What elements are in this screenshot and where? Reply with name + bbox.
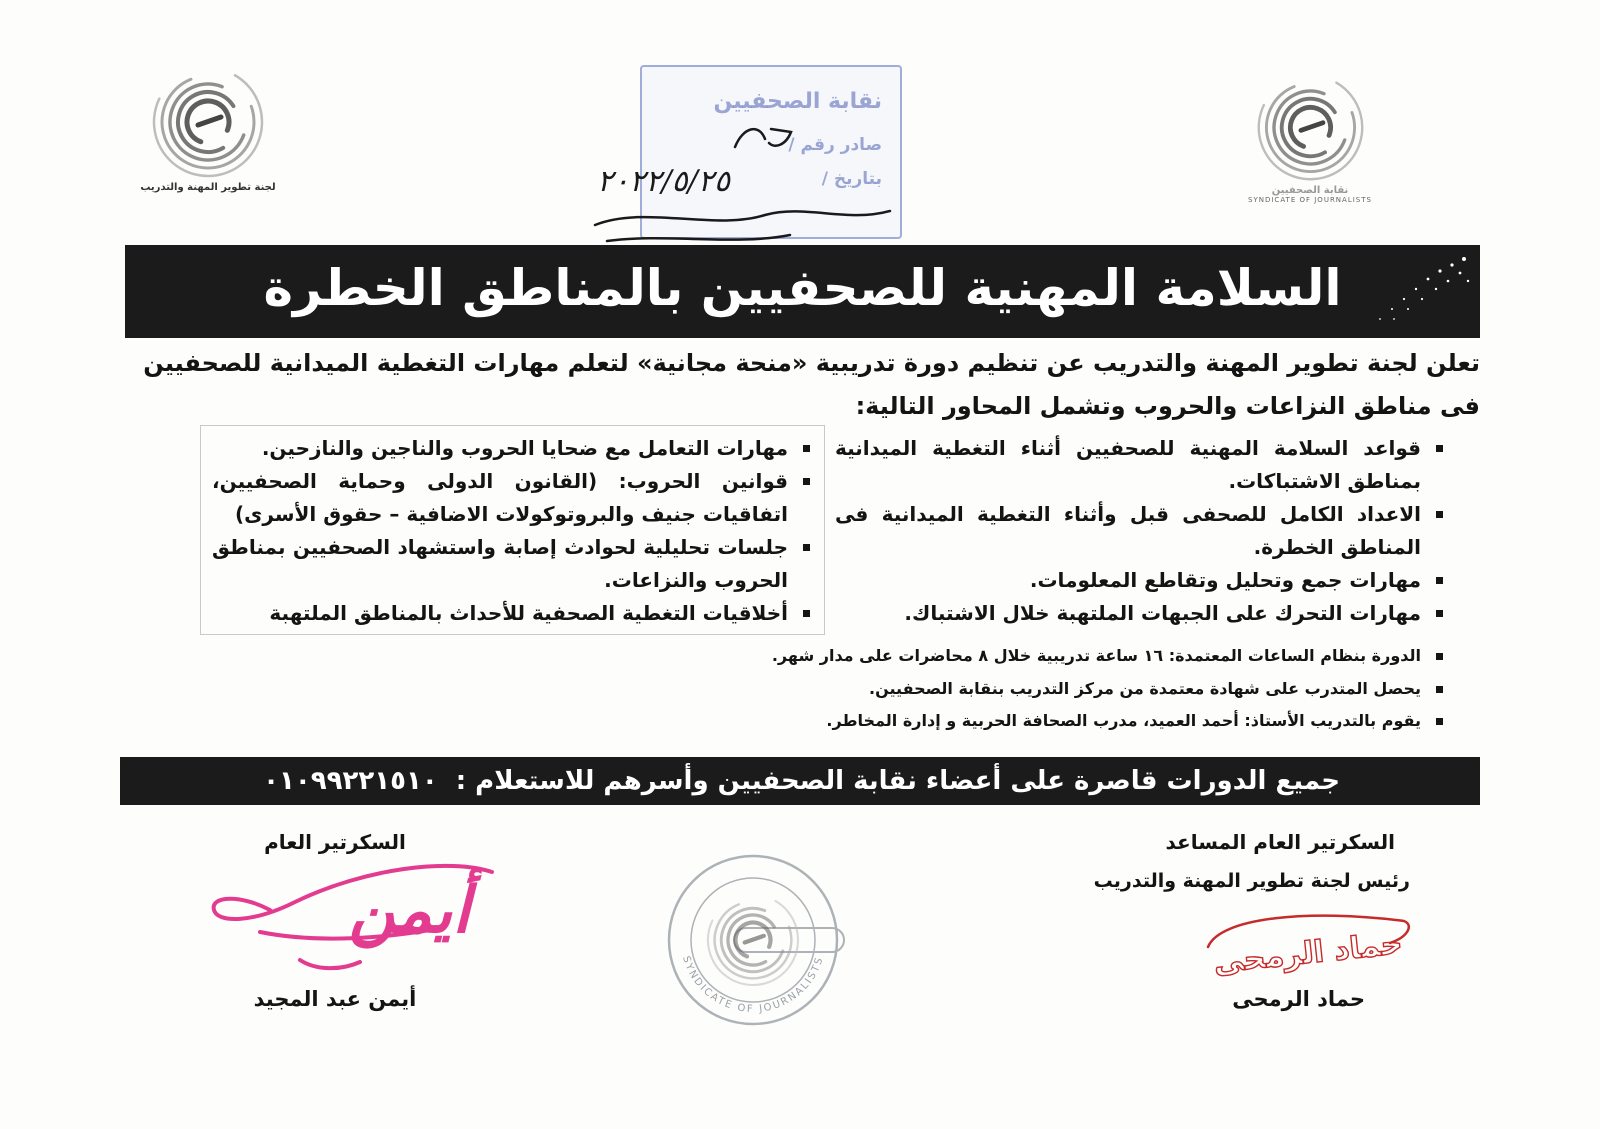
intro-paragraph — [120, 342, 1480, 428]
detail-item: الدورة بنظام الساعات المعتمدة: ١٦ ساعة تدريبية خلال ٨ محاضرات على مدار شهر. — [605, 640, 1445, 673]
list-item: قواعد السلامة المهنية للصحفيين أثناء التغطية الميدانية بمناطق الاشتباكات. — [835, 432, 1445, 498]
contact-text: جميع الدورات قاصرة على أعضاء نقابة الصحفيين وأسرهم للاستعلام : — [455, 766, 1340, 796]
contact-phone: ٠١٠٩٩٢٢١٥١٠ — [263, 766, 438, 796]
page-title: السلامة المهنية للصحفيين بالمناطق الخطرة — [263, 259, 1342, 317]
list-item: مهارات جمع وتحليل وتقاطع المعلومات. — [835, 564, 1445, 597]
syndicate-logo-caption-en: SYNDICATE OF JOURNALISTS — [1248, 196, 1372, 204]
list-item: مهارات التحرك على الجبهات الملتهبة خلال الاشتباك. — [835, 597, 1445, 630]
stamp-handwriting — [585, 105, 915, 250]
stamp-swoosh — [595, 211, 890, 225]
detail-item: يحصل المتدرب على شهادة معتمدة من مركز التدريب بنقابة الصحفيين. — [605, 673, 1445, 706]
signatory-name-left: أيمن عبد المجيد — [253, 987, 417, 1011]
issue-number-scribble — [735, 129, 791, 147]
committee-logo-caption: لجنة تطوير المهنة والتدريب — [140, 182, 276, 193]
title-banner — [125, 245, 1480, 338]
stamp-title: نقابة الصحفيين — [713, 89, 882, 114]
syndicate-seal-icon — [648, 852, 858, 1030]
signature-right — [1190, 903, 1420, 985]
course-details — [605, 640, 1445, 738]
signatory-title-right: السكرتير العام المساعد — [1165, 830, 1395, 854]
topics-list-left — [212, 432, 812, 630]
committee-logo — [128, 62, 288, 193]
topics-list-right — [835, 432, 1445, 630]
spiral-emblem-icon — [1253, 70, 1368, 185]
signatory-subtitle-right: رئيس لجنة تطوير المهنة والتدريب — [1093, 870, 1410, 892]
signature-left — [200, 850, 500, 980]
intro-line: تعلن لجنة تطوير المهنة والتدريب عن تنظيم دورة تدريبية «منحة مجانية» لتعلم مهارات التغطية الميدانية للصحفيين — [143, 349, 1480, 377]
stamp-handwritten-date: ٢٠٢٢/٥/٢٥ — [597, 164, 731, 199]
stamp-swoosh — [607, 235, 790, 241]
list-item: مهارات التعامل مع ضحايا الحروب والناجين والنازحين. — [212, 432, 812, 465]
list-item: جلسات تحليلية لحوادث إصابة واستشهاد الصحفيين بمناطق الحروب والنزاعات. — [212, 531, 812, 597]
list-item: قوانين الحروب: (القانون الدولى وحماية الصحفيين، اتفاقيات جنيف والبروتوكولات الاضافية – حقوق الأسرى) — [212, 465, 812, 531]
signature-left-lettering: أيمن — [348, 873, 470, 948]
signatory-title-left: السكرتير العام — [264, 830, 406, 854]
seal-text: SYNDICATE OF JOURNALISTS — [680, 954, 826, 1016]
syndicate-logo — [1225, 70, 1395, 204]
intro-line: فى مناطق النزاعات والحروب وتشمل المحاور التالية: — [855, 392, 1480, 420]
list-item: الاعداد الكامل للصحفى قبل وأثناء التغطية الميدانية فى المناطق الخطرة. — [835, 498, 1445, 564]
spiral-emblem-icon — [148, 62, 268, 182]
signature-flourish — [300, 960, 360, 968]
list-item: أخلاقيات التغطية الصحفية للأحداث بالمناطق الملتهبة — [212, 597, 812, 630]
stamp-issue-label: صادر رقم / — [788, 135, 882, 155]
contact-banner — [120, 757, 1480, 805]
detail-item: يقوم بالتدريب الأستاذ: أحمد العميد، مدرب الصحافة الحربية و إدارة المخاطر. — [605, 705, 1445, 738]
signatory-name-right: حماد الرمحى — [1232, 987, 1365, 1011]
signature-right-lettering: حماد الرمحى — [1211, 926, 1405, 981]
topics-box-left — [200, 425, 825, 635]
syndicate-logo-caption: نقابة الصحفيين — [1271, 185, 1349, 196]
dots-decoration-icon — [1364, 251, 1474, 331]
stamp-date-label: بتاريخ / — [821, 169, 882, 189]
